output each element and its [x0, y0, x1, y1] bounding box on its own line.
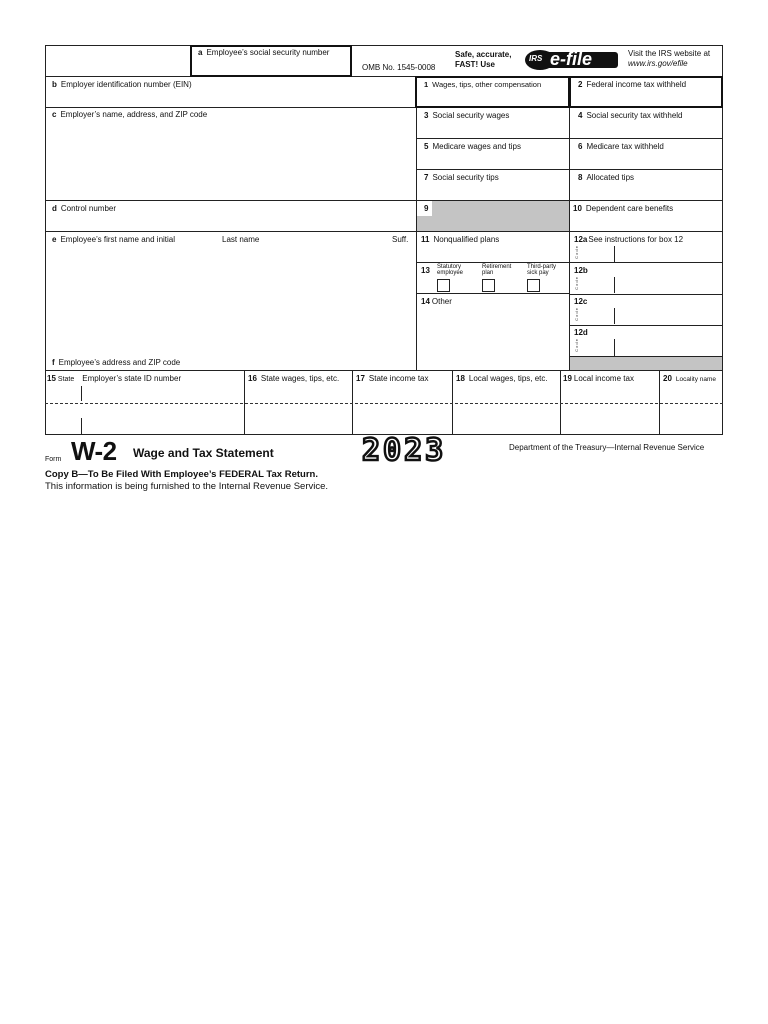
box-14-text: Other	[431, 297, 452, 306]
ssn-label-text: Employee’s social security number	[206, 48, 330, 57]
irs-logo-text: IRS	[529, 54, 543, 63]
row-line-15	[45, 370, 723, 371]
box-12a-code-label: C o d e	[574, 246, 579, 259]
row-line-d	[45, 200, 723, 201]
sick-pay-checkbox[interactable]	[527, 279, 540, 292]
box-5-text: Medicare wages and tips	[432, 142, 521, 151]
box-12a-num: 12a	[574, 235, 588, 244]
box-12b-num: 12b	[574, 266, 588, 275]
box-b-letter: b	[52, 80, 57, 89]
box-14-num: 14	[421, 297, 430, 306]
box-12c-code-label: C o d e	[574, 308, 579, 321]
box-e-last-name: Last name	[222, 235, 260, 244]
box-8-num: 8	[578, 173, 583, 182]
box-c-letter: c	[52, 110, 57, 119]
box-5-num: 5	[424, 142, 429, 151]
box-9-num: 9	[424, 204, 429, 213]
box-d-label	[52, 204, 116, 214]
box-12a-label	[574, 235, 683, 245]
box-12b-code-divider	[614, 277, 615, 293]
box-12b-label	[574, 266, 592, 276]
visit-irs-text	[628, 49, 710, 69]
ssn-label	[198, 48, 329, 58]
box-d-letter: d	[52, 204, 57, 213]
safe-accurate-text	[455, 50, 511, 70]
box-12d-num: 12d	[574, 328, 588, 337]
visit-line2: www.irs.gov/efile	[628, 59, 688, 68]
box-16-label	[248, 374, 339, 384]
box-15-state: State	[57, 376, 75, 383]
box-f-label	[52, 358, 180, 368]
box-4-num: 4	[578, 111, 583, 120]
box-15-text: Employer’s state ID number	[82, 374, 182, 383]
department-text: Department of the Treasury—Internal Revenue Service	[509, 443, 705, 452]
box-14-label	[421, 297, 452, 307]
box-3-label	[424, 111, 509, 121]
box-6-text: Medicare tax withheld	[586, 142, 664, 151]
box-2-text: Federal income tax withheld	[586, 80, 687, 89]
col-line-17	[352, 370, 353, 434]
box-b-label	[52, 80, 192, 90]
retirement-plan-label: Retirement plan	[482, 264, 512, 276]
efile-logo-text: e-file	[550, 49, 593, 69]
form-word: Form	[45, 456, 62, 463]
box-13-num: 13	[421, 266, 430, 275]
copy-b-text: Copy B—To Be Filed With Employee’s FEDERAL Tax Return.	[45, 469, 318, 480]
safe-line2: FAST! Use	[455, 60, 496, 69]
box-8-text: Allocated tips	[586, 173, 635, 182]
box-e-suffix: Suff.	[392, 235, 409, 244]
box-4-label	[578, 111, 683, 121]
statutory-employee-label: Statutory employee	[437, 264, 464, 276]
box-12b-code-label: C o d e	[574, 277, 579, 290]
box-18-num: 18	[456, 374, 465, 383]
box-17-text: State income tax	[368, 374, 429, 383]
box-15-num: 15	[47, 374, 56, 383]
box-1-text: Wages, tips, other compensation	[432, 80, 542, 89]
ssn-letter: a	[198, 48, 203, 57]
box-19-label	[563, 374, 634, 384]
box-5-label	[424, 142, 521, 152]
box-f-text: Employee’s address and ZIP code	[58, 358, 181, 367]
box-12d-code-label: C o d e	[574, 339, 579, 352]
box-9-shaded	[432, 201, 569, 231]
box-17-num: 17	[356, 374, 365, 383]
statutory-employee-checkbox[interactable]	[437, 279, 450, 292]
state-divider-1	[81, 386, 82, 401]
box-20-num: 20	[663, 374, 672, 383]
box-11-label	[421, 235, 499, 245]
row-line-12c	[570, 294, 723, 295]
box-12c-num: 12c	[574, 297, 588, 306]
box-10-num: 10	[573, 204, 582, 213]
box-18-label	[456, 374, 548, 384]
col-line-19	[560, 370, 561, 434]
box-16-num: 16	[248, 374, 257, 383]
box-10-text: Dependent care benefits	[585, 204, 674, 213]
box-10-label	[573, 204, 673, 214]
info-text: This information is being furnished to the Internal Revenue Service.	[45, 481, 329, 492]
tax-year: 2023	[362, 433, 447, 468]
box-1-label	[424, 80, 541, 90]
form-left-border	[45, 45, 46, 434]
box-c-label	[52, 110, 207, 120]
state-divider-2	[81, 418, 82, 434]
box-11-text: Nonqualified plans	[433, 235, 500, 244]
box-7-label	[424, 173, 499, 183]
box-19-text: Local income tax	[573, 374, 634, 383]
box-f-letter: f	[52, 358, 55, 367]
box-7-text: Social security tips	[432, 173, 499, 182]
box-7-num: 7	[424, 173, 429, 182]
box-12a-code-divider	[614, 246, 615, 262]
box-12c-code-divider	[614, 308, 615, 324]
col-line-16	[244, 370, 245, 434]
box-16-text: State wages, tips, etc.	[260, 374, 340, 383]
irs-efile-logo	[524, 48, 620, 72]
box-e-text: Employee’s first name and initial	[60, 235, 176, 244]
box-20-label	[663, 374, 716, 385]
visit-line1: Visit the IRS website at	[628, 49, 711, 58]
box-6-num: 6	[578, 142, 583, 151]
box-e-letter: e	[52, 235, 57, 244]
box-b-text: Employer identification number (EIN)	[60, 80, 192, 89]
box-d-text: Control number	[60, 204, 117, 213]
box-11-num: 11	[421, 235, 430, 244]
row-line-14	[416, 293, 570, 294]
form-top-border	[45, 45, 723, 46]
box-19-num: 19	[563, 374, 572, 383]
box-12c-label	[574, 297, 591, 307]
box-c-text: Employer’s name, address, and ZIP code	[60, 110, 208, 119]
box-e-label	[52, 235, 175, 245]
box-12a-text: See instructions for box 12	[588, 235, 684, 244]
form-name: W-2	[71, 436, 117, 466]
box-15-label	[47, 374, 181, 385]
col-line-18	[452, 370, 453, 434]
form-title: Wage and Tax Statement	[133, 446, 274, 460]
safe-line1: Safe, accurate,	[455, 50, 512, 59]
box-8-label	[578, 173, 634, 183]
omb-number: OMB No. 1545-0008	[362, 63, 436, 72]
row-line-e	[45, 231, 723, 232]
box-2-num: 2	[578, 80, 583, 89]
box-9-shaded-lower	[417, 216, 433, 231]
box-12d-label	[574, 328, 592, 338]
box-1-num: 1	[424, 80, 429, 89]
box-9-label	[424, 204, 432, 214]
box-18-text: Local wages, tips, etc.	[468, 374, 548, 383]
retirement-plan-checkbox[interactable]	[482, 279, 495, 292]
box-3-num: 3	[424, 111, 429, 120]
row-line-12d	[570, 325, 723, 326]
state-row-separator	[45, 403, 723, 404]
box-3-text: Social security wages	[432, 111, 510, 120]
box-12-shaded	[570, 357, 722, 370]
box-17-label	[356, 374, 429, 384]
box-12d-code-divider	[614, 339, 615, 356]
box-2-label	[578, 80, 686, 90]
sick-pay-label: Third-party sick pay	[527, 264, 557, 276]
box-6-label	[578, 142, 664, 152]
col-line-right	[569, 76, 570, 370]
col-line-20	[659, 370, 660, 434]
box-20-text: Locality name	[675, 376, 717, 383]
box-4-text: Social security tax withheld	[586, 111, 683, 120]
